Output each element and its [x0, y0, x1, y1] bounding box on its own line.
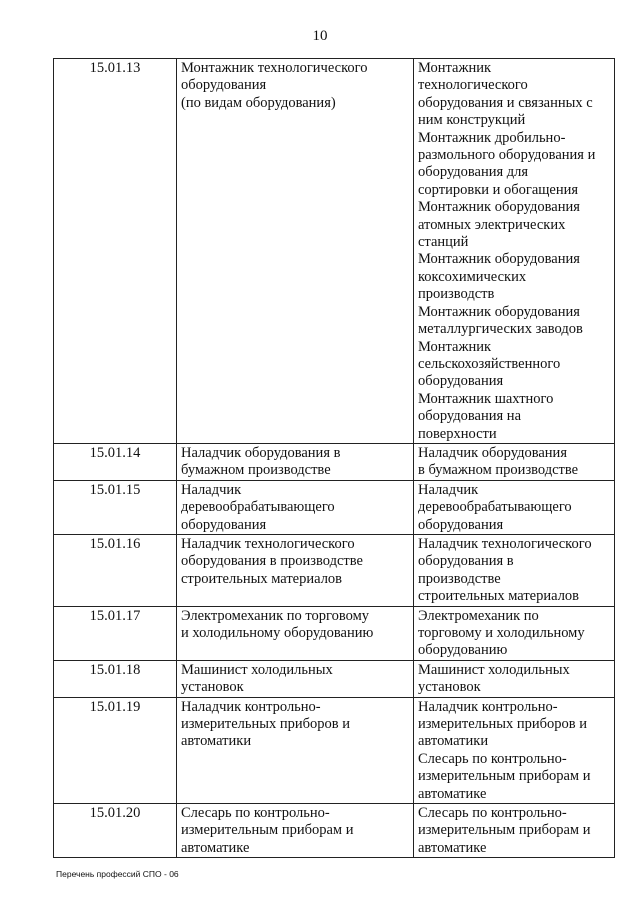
- professions-table: [53, 58, 615, 858]
- qualification-list: Слесарь по контрольно- измерительным приборам и автоматике: [414, 804, 615, 858]
- qualification-list: Наладчик оборудования в бумажном производстве: [414, 443, 615, 480]
- profession-name: Наладчик оборудования в бумажном производстве: [177, 443, 414, 480]
- profession-name: Монтажник технологического оборудования (по видам оборудования): [177, 59, 414, 444]
- profession-code: 15.01.16: [54, 534, 177, 606]
- qualification-list: Машинист холодильных установок: [414, 660, 615, 697]
- qualification-list: Наладчик технологического оборудования в производстве строительных материалов: [414, 534, 615, 606]
- qualification-list: Наладчик деревообрабатывающего оборудования: [414, 480, 615, 534]
- profession-name: Электромеханик по торговому и холодильному оборудованию: [177, 606, 414, 660]
- table-row: [54, 606, 615, 660]
- table-row: [54, 697, 615, 803]
- profession-code: 15.01.19: [54, 697, 177, 803]
- table-row: [54, 443, 615, 480]
- qualification-list: Наладчик контрольно- измерительных приборов и автоматики Слесарь по контрольно- измерительным приборам и автоматике: [414, 697, 615, 803]
- table-row: [54, 660, 615, 697]
- profession-name: Машинист холодильных установок: [177, 660, 414, 697]
- profession-code: 15.01.14: [54, 443, 177, 480]
- page-number: 10: [312, 28, 328, 44]
- qualification-list: Монтажник технологического оборудования и связанных с ним конструкций Монтажник дробильно- размольного оборудования и оборудования для сортировки и обогащения Монтажник оборудования атомных электрических станций Монтажник оборудования коксохимических производств Монтажник оборудования металлургических заводов Монтажник сельскохозяйственного оборудования Монтажник шахтного оборудования на поверхности: [414, 59, 615, 444]
- table-row: [54, 534, 615, 606]
- profession-name: Наладчик деревообрабатывающего оборудования: [177, 480, 414, 534]
- profession-name: Наладчик технологического оборудования в производстве строительных материалов: [177, 534, 414, 606]
- qualification-list: Электромеханик по торговому и холодильному оборудованию: [414, 606, 615, 660]
- table-row: [54, 804, 615, 858]
- table-row: [54, 480, 615, 534]
- profession-name: Слесарь по контрольно- измерительным приборам и автоматике: [177, 804, 414, 858]
- profession-code: 15.01.17: [54, 606, 177, 660]
- table-row: [54, 59, 615, 444]
- profession-code: 15.01.15: [54, 480, 177, 534]
- profession-code: 15.01.13: [54, 59, 177, 444]
- document-footer: Перечень профессий СПО - 06: [56, 869, 179, 879]
- profession-code: 15.01.18: [54, 660, 177, 697]
- profession-name: Наладчик контрольно- измерительных приборов и автоматики: [177, 697, 414, 803]
- profession-code: 15.01.20: [54, 804, 177, 858]
